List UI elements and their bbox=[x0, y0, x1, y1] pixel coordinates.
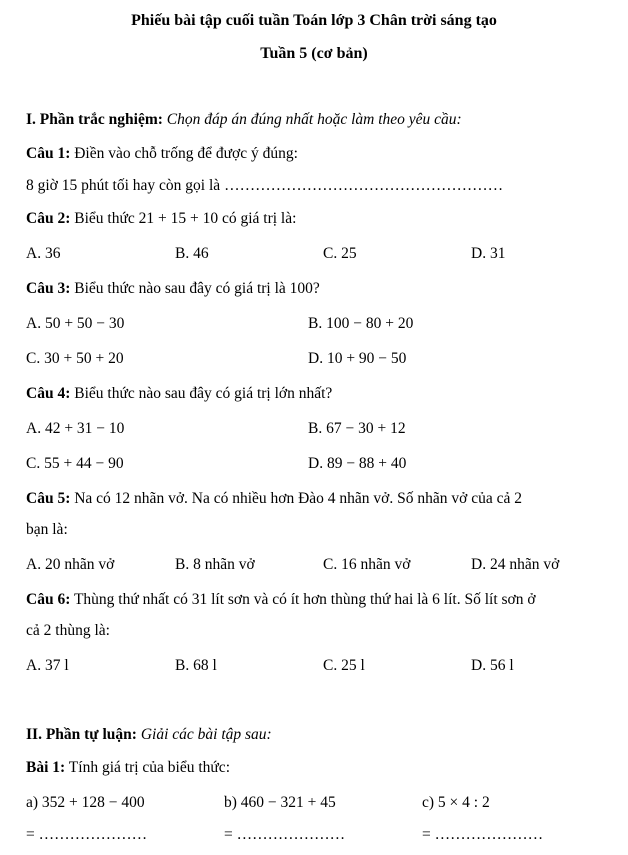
q5-option-b[interactable]: B. 8 nhãn vở bbox=[175, 556, 255, 573]
part1-instruction: Chọn đáp án đúng nhất hoặc làm theo yêu cầu: bbox=[166, 111, 462, 128]
bai1-answer-b[interactable]: = ………………… bbox=[224, 826, 346, 843]
q5-text-2: bạn là: bbox=[26, 521, 68, 538]
bai1-line bbox=[26, 759, 230, 777]
q2-option-d[interactable]: D. 31 bbox=[471, 245, 506, 262]
part2-instruction: Giải các bài tập sau: bbox=[140, 726, 272, 743]
q2-option-b[interactable]: B. 46 bbox=[175, 245, 209, 262]
q3-option-c[interactable]: C. 30 + 50 + 20 bbox=[26, 350, 124, 367]
q2-option-c[interactable]: C. 25 bbox=[323, 245, 357, 262]
q6-option-c[interactable]: C. 25 l bbox=[323, 657, 365, 674]
q1-prompt: 8 giờ 15 phút tối hay còn gọi là bbox=[26, 177, 225, 194]
q1-line bbox=[26, 145, 298, 163]
part2-heading: II. Phần tự luận: bbox=[26, 726, 137, 743]
q6-option-a[interactable]: A. 37 l bbox=[26, 657, 69, 674]
q4-text: Biểu thức nào sau đây có giá trị lớn nhất? bbox=[74, 385, 333, 402]
part1-heading-line bbox=[26, 111, 462, 129]
q4-line bbox=[26, 385, 332, 403]
bai1-text: Tính giá trị của biểu thức: bbox=[68, 759, 230, 776]
q1-label: Câu 1: bbox=[26, 145, 71, 162]
q2-label: Câu 2: bbox=[26, 210, 71, 227]
q4-option-a[interactable]: A. 42 + 31 − 10 bbox=[26, 420, 125, 437]
q5-label: Câu 5: bbox=[26, 490, 71, 507]
q4-option-c[interactable]: C. 55 + 44 − 90 bbox=[26, 455, 124, 472]
q4-option-b[interactable]: B. 67 − 30 + 12 bbox=[308, 420, 406, 437]
bai1-label: Bài 1: bbox=[26, 759, 66, 776]
q4-label: Câu 4: bbox=[26, 385, 71, 402]
q3-label: Câu 3: bbox=[26, 280, 71, 297]
q1-blank[interactable]: ……………………………………………… bbox=[224, 177, 504, 194]
bai1-expr-c: c) 5 × 4 : 2 bbox=[422, 794, 490, 811]
q5-option-d[interactable]: D. 24 nhãn vở bbox=[471, 556, 560, 573]
q1-text: Điền vào chỗ trống để được ý đúng: bbox=[74, 145, 298, 162]
q3-option-b[interactable]: B. 100 − 80 + 20 bbox=[308, 315, 414, 332]
part2-heading-line bbox=[26, 726, 272, 744]
part1-heading: I. Phần trắc nghiệm: bbox=[26, 111, 163, 128]
q6-text-2: cả 2 thùng là: bbox=[26, 622, 110, 639]
q5-line bbox=[26, 490, 522, 508]
q2-option-a[interactable]: A. 36 bbox=[26, 245, 61, 262]
bai1-expr-a: a) 352 + 128 − 400 bbox=[26, 794, 145, 811]
q3-text: Biểu thức nào sau đây có giá trị là 100? bbox=[74, 280, 320, 297]
q5-text-1: Na có 12 nhãn vở. Na có nhiều hơn Đào 4 nhãn vở. Số nhãn vở của cả 2 bbox=[74, 490, 522, 507]
q6-text-1: Thùng thứ nhất có 31 lít sơn và có ít hơn thùng thứ hai là 6 lít. Số lít sơn ở bbox=[73, 591, 536, 608]
q5-option-c[interactable]: C. 16 nhãn vở bbox=[323, 556, 411, 573]
q3-option-d[interactable]: D. 10 + 90 − 50 bbox=[308, 350, 407, 367]
bai1-answer-c[interactable]: = ………………… bbox=[422, 826, 544, 843]
q3-option-a[interactable]: A. 50 + 50 − 30 bbox=[26, 315, 125, 332]
q6-option-b[interactable]: B. 68 l bbox=[175, 657, 217, 674]
bai1-expr-b: b) 460 − 321 + 45 bbox=[224, 794, 336, 811]
q6-line bbox=[26, 591, 536, 609]
q3-line bbox=[26, 280, 320, 298]
q1-fill-line bbox=[26, 177, 503, 195]
q5-option-a[interactable]: A. 20 nhãn vở bbox=[26, 556, 115, 573]
bai1-answer-a[interactable]: = ………………… bbox=[26, 826, 148, 843]
q6-option-d[interactable]: D. 56 l bbox=[471, 657, 514, 674]
q2-line bbox=[26, 210, 296, 228]
q4-option-d[interactable]: D. 89 − 88 + 40 bbox=[308, 455, 407, 472]
q2-text: Biểu thức 21 + 15 + 10 có giá trị là: bbox=[74, 210, 297, 227]
page-title: Phiếu bài tập cuối tuần Toán lớp 3 Chân trời sáng tạo bbox=[131, 12, 497, 29]
q6-label: Câu 6: bbox=[26, 591, 71, 608]
page-subtitle: Tuần 5 (cơ bản) bbox=[260, 45, 368, 62]
